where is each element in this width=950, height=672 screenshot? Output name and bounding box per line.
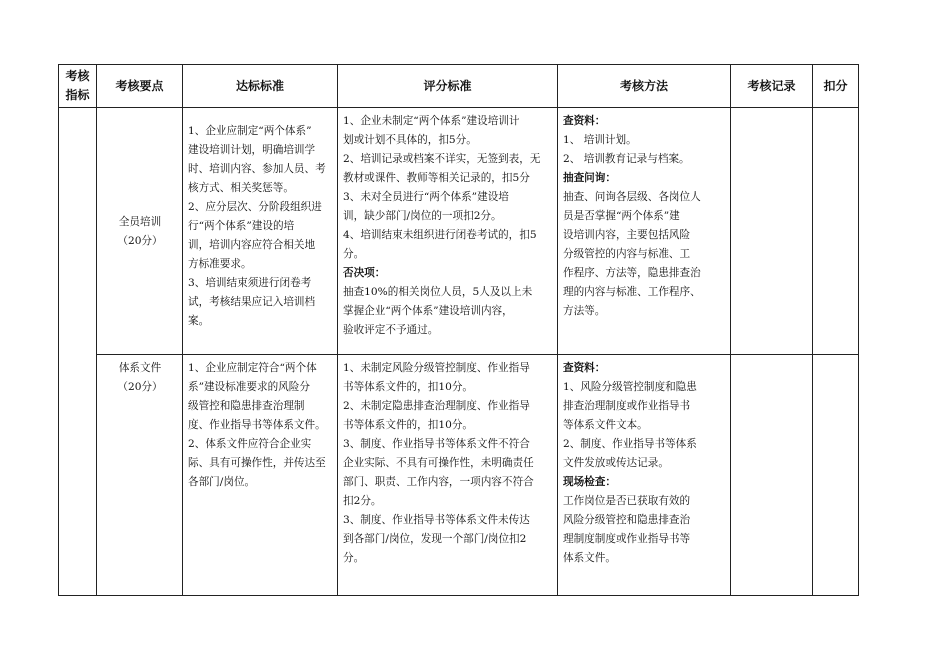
key-point-cell: [97, 355, 183, 596]
standard-text: 1、企业应制定符合“两个体 系”建设标准要求的风险分 级管控和隐患排查治理制 度、作业指导书等体系文件。 2、体系文件应符合企业实 际、具有可操作性，并传达至 各部门/岗位。: [188, 362, 326, 488]
header-indicator: 考核 指标: [59, 65, 97, 108]
deduction-cell: [813, 108, 859, 355]
deduction-cell: [813, 355, 859, 596]
key-point-cell: [97, 108, 183, 355]
scoring-text: 1、未制定风险分级管控制度、作业指导 书等体系文件的，扣10分。 2、未制定隐患排查治理制度、作业指导 书等体系文件的，扣10分。 3、制度、作业指导书等体系文件不符合 企业实际、不具有可操作性，未明确责任 部门、职责、工作内容，一项内容不符合 扣2分。 3、制度、作业指导书等体系文件未传达 到各部门/岗位，发现一个部门/岗位扣2 分。: [343, 362, 534, 564]
record-cell: [731, 355, 813, 596]
standard-cell: [183, 108, 338, 355]
scoring-cell: [338, 355, 558, 596]
method-title-inquiry: 抽查问询：: [563, 172, 616, 184]
header-standard: 达标标准: [183, 65, 338, 108]
key-point-text: 全员培训 （20分）: [117, 216, 163, 247]
veto-title: 否决项：: [343, 267, 386, 279]
header-method: 考核方法: [558, 65, 731, 108]
header-key-point: 考核要点: [97, 65, 183, 108]
method-title-review: 查资料：: [563, 115, 606, 127]
assessment-table: [58, 64, 859, 596]
method-title-inspection: 现场检查：: [563, 476, 616, 488]
standard-text: 1、企业应制定“两个体系” 建设培训计划，明确培训学 时、培训内容、参加人员、考 核方式、相关奖惩等。 2、应分层次、分阶段组织进 行“两个体系”建设的培 训，培训内容应符合相关地 方标准要求。 3、培训结束须进行闭卷考 试，考核结果应记入培训档 案。: [188, 125, 326, 327]
method-text-review: 1、 培训计划。 2、 培训教育记录与档案。: [563, 134, 690, 165]
record-cell: [731, 108, 813, 355]
table-row: [59, 108, 859, 355]
header-record: 考核记录: [731, 65, 813, 108]
method-text-inspection: 工作岗位是否已获取有效的 风险分级管控和隐患排查治 理制度制度或作业指导书等 体系文件。: [563, 495, 691, 564]
method-text-inquiry: 抽查、问询各层级、各岗位人 员是否掌握“两个体系”建 设培训内容，主要包括风险 分级管控的内容与标准、工 作程序、方法等，隐患排查治 理的内容与标准、工作程序、 方法等。: [563, 191, 701, 317]
header-scoring: 评分标准: [338, 65, 558, 108]
method-title-review: 查资料：: [563, 362, 606, 374]
standard-cell: [183, 355, 338, 596]
veto-text: 抽查10%的相关岗位人员，5人及以上未 掌握企业“两个体系”建设培训内容， 验收评定不予通过。: [343, 286, 533, 336]
key-point-text: 体系文件 （20分）: [117, 362, 163, 393]
scoring-cell: [338, 108, 558, 355]
table-row: [59, 355, 859, 596]
indicator-cell: [59, 108, 97, 596]
method-text-review: 1、风险分级管控制度和隐患 排查治理制度或作业指导书 等体系文件文本。 2、制度、作业指导书等体系 文件发放或传达记录。: [563, 381, 697, 469]
scoring-text: 1、企业未制定“两个体系”建设培训计 划或计划不具体的，扣5分。 2、培训记录或档案不详实，无签到表，无 教材或课件、教师等相关记录的，扣5分 3、未对全员进行“两个体系”建设培 训，缺少部门/岗位的一项扣2分。 4、培训结束未组织进行闭卷考试的，扣5 分。: [343, 115, 541, 260]
header-deduction: 扣分: [813, 65, 859, 108]
header-row: [59, 65, 859, 108]
method-cell: [558, 108, 731, 355]
method-cell: [558, 355, 731, 596]
